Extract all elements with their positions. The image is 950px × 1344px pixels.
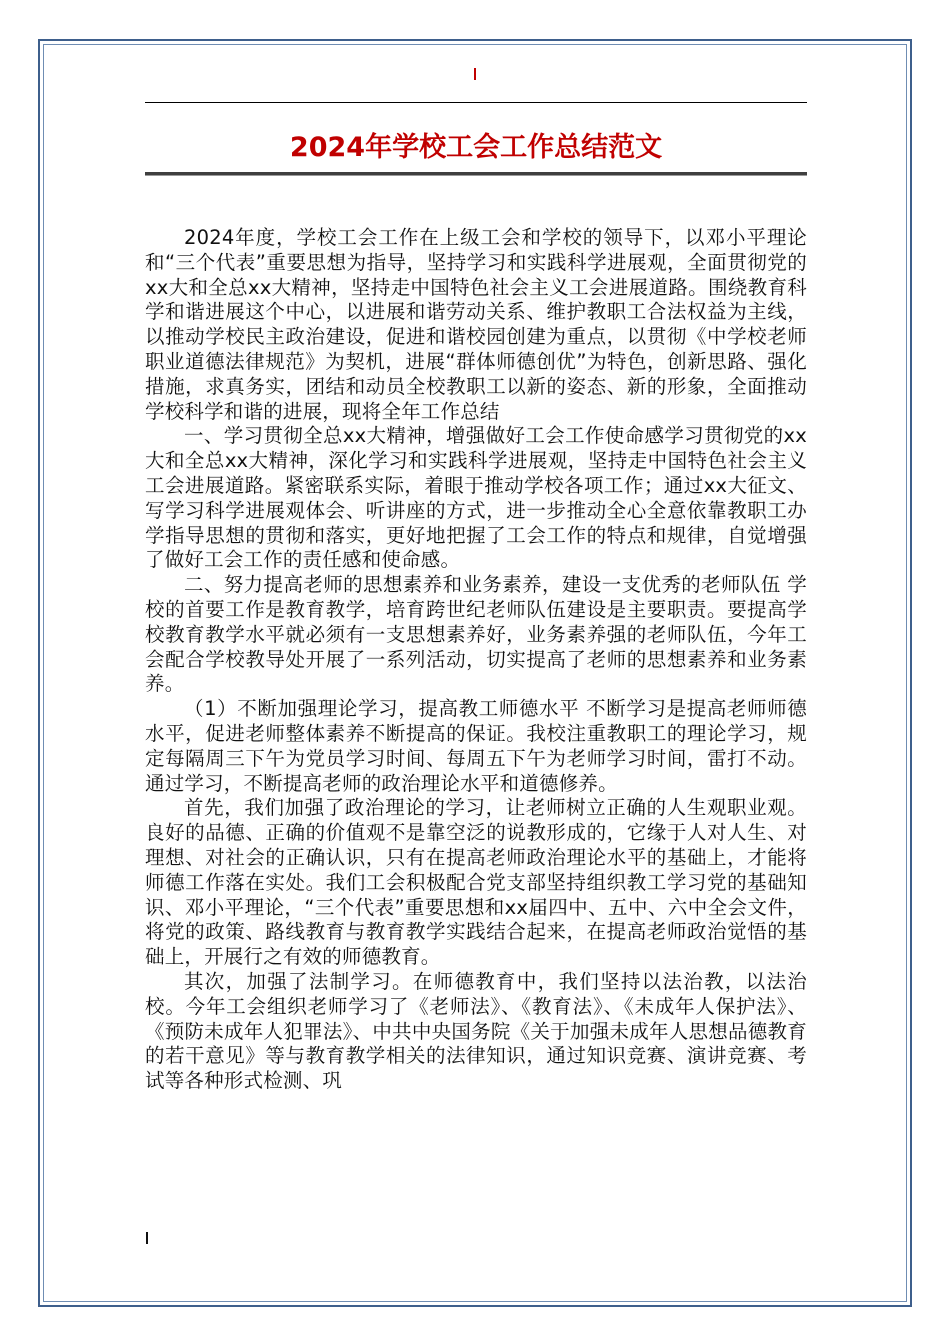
header-mark [474,68,476,80]
document-body [145,226,807,1094]
paragraph-subsection-1: （1）不断加强理论学习，提高教工师德水平 不断学习是提高老师师德水平，促进老师整体素养不断提高的保证。我校注重教职工的理论学习，规定每隔周三下午为党员学习时间、每周五下午为老师学习时间，雷打不动。通过学习，不断提高老师的政治理论水平和道德修养。 [145,697,807,795]
header-rule [145,102,807,103]
title-rule [145,172,807,176]
footer-mark [146,1232,148,1244]
paragraph-first: 首先，我们加强了政治理论的学习，让老师树立正确的人生观职业观。良好的品德、正确的价值观不是靠空泛的说教形成的，它缘于人对人生、对理想、对社会的正确认识，只有在提高老师政治理论水平的基础上，才能将师德工作落在实处。我们工会积极配合党支部坚持组织教工学习党的基础知识、邓小平理论，“三个代表”重要思想和xx届四中、五中、六中全会文件，将党的政策、路线教育与教育教学实践结合起来，在提高老师政治觉悟的基础上，开展行之有效的师德教育。 [145,796,807,969]
paragraph-section-2: 二、努力提高老师的思想素养和业务素养，建设一支优秀的老师队伍 学校的首要工作是教育教学，培育跨世纪老师队伍建设是主要职责。要提高学校教育教学水平就必须有一支思想素养好，业务素养强的老师队伍，今年工会配合学校教导处开展了一系列活动，切实提高了老师的思想素养和业务素养。 [145,573,807,696]
paragraph-section-1: 一、学习贯彻全总xx大精神，增强做好工会工作使命感学习贯彻党的xx大和全总xx大精神，深化学习和实践科学进展观，坚持走中国特色社会主义工会进展道路。紧密联系实际，着眼于推动学校各项工作；通过xx大征文、写学习科学进展观体会、听讲座的方式，进一步推动全心全意依靠教职工办学指导思想的贯彻和落实，更好地把握了工会工作的特点和规律，自觉增强了做好工会工作的责任感和使命感。 [145,424,807,572]
paragraph-intro: 2024年度，学校工会工作在上级工会和学校的领导下，以邓小平理论和“三个代表”重要思想为指导，坚持学习和实践科学进展观，全面贯彻党的xx大和全总xx大精神，坚持走中国特色社会主义工会进展道路。围绕教育科学和谐进展这个中心，以进展和谐劳动关系、维护教职工合法权益为主线，以推动学校民主政治建设，促进和谐校园创建为重点，以贯彻《中学校老师职业道德法律规范》为契机，进展“群体师德创优”为特色，创新思路、强化措施，求真务实，团结和动员全校教职工以新的姿态、新的形象，全面推动学校科学和谐的进展，现将全年工作总结 [145,226,807,423]
document-title: 2024年学校工会工作总结范文 [289,132,663,163]
paragraph-second: 其次，加强了法制学习。在师德教育中，我们坚持以法治教，以法治校。今年工会组织老师学习了《老师法》、《教育法》、《未成年人保护法》、《预防未成年人犯罪法》、中共中央国务院《关于加强未成年人思想品德教育的若干意见》等与教育教学相关的法律知识，通过知识竞赛、演讲竞赛、考试等各种形式检测、巩 [145,969,807,1093]
